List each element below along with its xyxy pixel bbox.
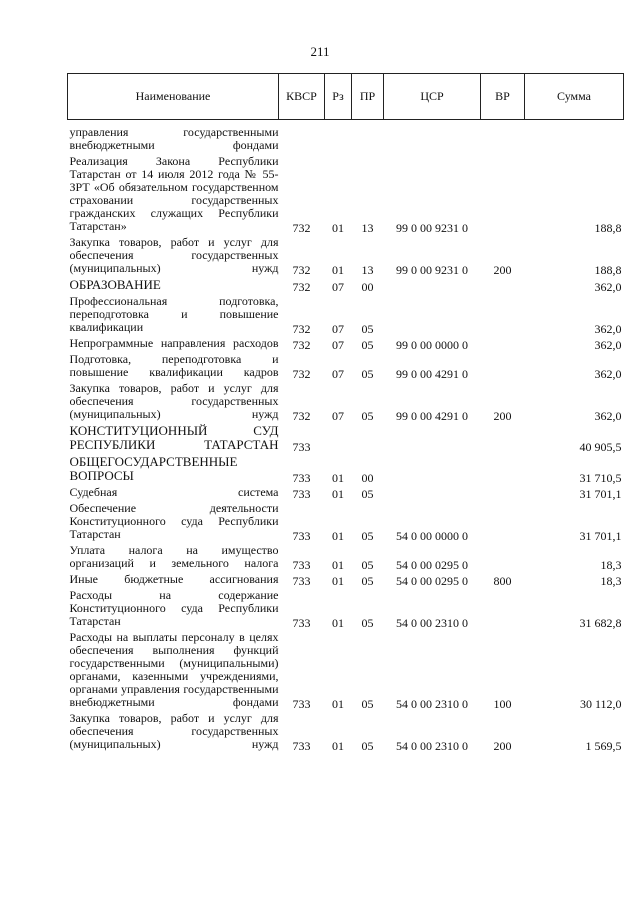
cell-vr bbox=[481, 154, 525, 235]
table-row bbox=[68, 154, 624, 235]
cell-vr: 800 bbox=[493, 574, 512, 588]
cell-vr bbox=[481, 588, 525, 630]
cell-name: Закупка товаров, работ и услуг для обеспечения государственных (муниципальных) нужд bbox=[69, 235, 279, 275]
cell-csr: 54 0 00 2310 0 bbox=[396, 616, 468, 630]
cell-vr bbox=[481, 352, 525, 381]
cell-name: Расходы на содержание Конституционного суда Республики Татарстан bbox=[69, 588, 279, 628]
header-csr: ЦСР bbox=[384, 74, 481, 120]
cell-rz: 01 bbox=[332, 529, 344, 543]
cell-pr: 05 bbox=[361, 322, 374, 336]
cell-name: Уплата налога на имущество организаций и земельного налога bbox=[69, 543, 279, 570]
cell-rz: 01 bbox=[332, 263, 344, 277]
cell-sum: 40 905,5 bbox=[579, 440, 622, 454]
cell-sum: 362,0 bbox=[594, 280, 622, 294]
cell-csr: 99 0 00 4291 0 bbox=[396, 409, 468, 423]
cell-vr: 200 bbox=[493, 739, 512, 753]
cell-vr: 200 bbox=[493, 409, 512, 423]
header-sum: Сумма bbox=[525, 74, 624, 120]
cell-pr bbox=[352, 423, 384, 454]
cell-vr bbox=[481, 125, 525, 154]
table-row bbox=[68, 336, 624, 352]
cell-vr: 100 bbox=[493, 697, 512, 711]
cell-sum: 31 701,1 bbox=[579, 487, 622, 501]
cell-kvsr: 733 bbox=[292, 739, 311, 753]
cell-pr: 05 bbox=[361, 409, 374, 423]
cell-kvsr bbox=[279, 125, 325, 154]
cell-vr bbox=[481, 454, 525, 485]
cell-sum: 31 701,1 bbox=[579, 529, 622, 543]
table-row bbox=[68, 630, 624, 711]
cell-sum: 362,0 bbox=[594, 367, 622, 381]
cell-pr: 13 bbox=[361, 221, 374, 235]
cell-vr: 200 bbox=[493, 263, 512, 277]
cell-rz: 07 bbox=[332, 409, 344, 423]
cell-sum: 30 112,0 bbox=[579, 697, 622, 711]
table-row bbox=[68, 381, 624, 423]
table-row bbox=[68, 485, 624, 501]
table-row bbox=[68, 501, 624, 543]
cell-pr: 05 bbox=[361, 616, 374, 630]
cell-name: Непрограммные направления расходов bbox=[69, 336, 279, 350]
cell-rz: 01 bbox=[332, 616, 344, 630]
cell-rz: 01 bbox=[332, 697, 344, 711]
cell-kvsr: 733 bbox=[292, 574, 311, 588]
cell-rz: 01 bbox=[332, 574, 344, 588]
cell-name: управления государственными внебюджетными фондами bbox=[69, 125, 279, 152]
cell-pr: 00 bbox=[361, 280, 374, 294]
cell-rz: 01 bbox=[332, 471, 344, 485]
cell-csr: 99 0 00 9231 0 bbox=[396, 263, 468, 277]
cell-vr bbox=[481, 485, 525, 501]
cell-rz: 01 bbox=[332, 221, 344, 235]
cell-pr: 05 bbox=[361, 529, 374, 543]
cell-name: ОБЩЕГОСУДАРСТВЕННЫЕ ВОПРОСЫ bbox=[69, 454, 238, 483]
header-kvsr: КВСР bbox=[279, 74, 325, 120]
cell-vr bbox=[481, 336, 525, 352]
cell-pr: 05 bbox=[361, 697, 374, 711]
cell-kvsr: 733 bbox=[292, 529, 311, 543]
header-vr: ВР bbox=[481, 74, 525, 120]
cell-csr: 99 0 00 0000 0 bbox=[396, 338, 468, 352]
cell-pr: 05 bbox=[361, 739, 374, 753]
cell-vr bbox=[481, 543, 525, 572]
cell-sum bbox=[525, 125, 624, 154]
cell-pr: 05 bbox=[361, 367, 374, 381]
budget-table bbox=[67, 73, 624, 753]
cell-csr: 54 0 00 2310 0 bbox=[396, 697, 468, 711]
cell-name: КОНСТИТУЦИОННЫЙ СУД РЕСПУБЛИКИ ТАТАРСТАН bbox=[69, 423, 279, 452]
cell-name: ОБРАЗОВАНИЕ bbox=[69, 277, 161, 292]
table-row bbox=[68, 125, 624, 154]
table-row bbox=[68, 352, 624, 381]
cell-name: Подготовка, переподготовка и повышение квалификации кадров bbox=[69, 352, 279, 379]
cell-sum: 31 682,8 bbox=[579, 616, 622, 630]
cell-vr bbox=[481, 277, 525, 294]
cell-pr: 05 bbox=[361, 558, 374, 572]
cell-pr: 00 bbox=[361, 471, 374, 485]
cell-pr: 05 bbox=[361, 487, 374, 501]
table-row bbox=[68, 572, 624, 588]
table-row bbox=[68, 454, 624, 485]
cell-csr: 54 0 00 0295 0 bbox=[396, 558, 468, 572]
table-row bbox=[68, 711, 624, 753]
cell-sum: 1 569,5 bbox=[585, 739, 622, 753]
cell-rz: 07 bbox=[332, 338, 344, 352]
cell-kvsr: 733 bbox=[292, 440, 311, 454]
cell-kvsr: 733 bbox=[292, 487, 311, 501]
cell-name: Судебная система bbox=[69, 485, 279, 499]
cell-kvsr: 732 bbox=[292, 409, 311, 423]
cell-sum: 362,0 bbox=[594, 322, 622, 336]
cell-name: Профессиональная подготовка, переподготовка и повышение квалификации bbox=[69, 294, 279, 334]
table-row bbox=[68, 235, 624, 277]
cell-sum: 362,0 bbox=[594, 409, 622, 423]
cell-sum: 188,8 bbox=[594, 263, 622, 277]
cell-csr: 99 0 00 4291 0 bbox=[396, 367, 468, 381]
cell-csr bbox=[384, 277, 481, 294]
cell-csr bbox=[384, 485, 481, 501]
table-row bbox=[68, 543, 624, 572]
cell-sum: 18,3 bbox=[600, 558, 622, 572]
cell-kvsr: 732 bbox=[292, 367, 311, 381]
cell-kvsr: 732 bbox=[292, 338, 311, 352]
cell-pr: 13 bbox=[361, 263, 374, 277]
cell-kvsr: 732 bbox=[292, 280, 311, 294]
cell-kvsr: 732 bbox=[292, 322, 311, 336]
cell-csr bbox=[384, 423, 481, 454]
header-pr: ПР bbox=[352, 74, 384, 120]
cell-csr: 54 0 00 2310 0 bbox=[396, 739, 468, 753]
cell-csr: 54 0 00 0000 0 bbox=[396, 529, 468, 543]
table-row bbox=[68, 294, 624, 336]
cell-name: Иные бюджетные ассигнования bbox=[69, 572, 279, 586]
cell-kvsr: 733 bbox=[292, 558, 311, 572]
cell-pr: 05 bbox=[361, 338, 374, 352]
cell-csr: 99 0 00 9231 0 bbox=[396, 221, 468, 235]
cell-name: Расходы на выплаты персоналу в целях обеспечения выполнения функций государственными (муниципальными) органами, казенными учреждениями, органами управления государственными внебюджетными фондами bbox=[69, 630, 279, 709]
cell-kvsr: 732 bbox=[292, 221, 311, 235]
cell-rz bbox=[325, 423, 352, 454]
cell-name: Закупка товаров, работ и услуг для обеспечения государственных (муниципальных) нужд bbox=[69, 381, 279, 421]
header-rz: Рз bbox=[325, 74, 352, 120]
cell-vr bbox=[481, 501, 525, 543]
table-header bbox=[68, 74, 624, 120]
cell-rz: 07 bbox=[332, 367, 344, 381]
cell-kvsr: 733 bbox=[292, 697, 311, 711]
cell-rz: 07 bbox=[332, 280, 344, 294]
cell-kvsr: 733 bbox=[292, 471, 311, 485]
cell-csr bbox=[384, 454, 481, 485]
cell-name: Закупка товаров, работ и услуг для обеспечения государственных (муниципальных) нужд bbox=[69, 711, 279, 751]
cell-rz: 01 bbox=[332, 487, 344, 501]
cell-rz: 07 bbox=[332, 322, 344, 336]
page-number: 211 bbox=[310, 44, 330, 59]
cell-rz bbox=[325, 125, 352, 154]
header-name: Наименование bbox=[68, 74, 279, 120]
cell-sum: 362,0 bbox=[594, 338, 622, 352]
cell-csr bbox=[384, 125, 481, 154]
cell-rz: 01 bbox=[332, 558, 344, 572]
cell-csr bbox=[384, 294, 481, 336]
cell-pr bbox=[352, 125, 384, 154]
table-row bbox=[68, 277, 624, 294]
cell-sum: 31 710,5 bbox=[579, 471, 622, 485]
cell-sum: 18,3 bbox=[600, 574, 622, 588]
cell-csr: 54 0 00 0295 0 bbox=[396, 574, 468, 588]
cell-kvsr: 732 bbox=[292, 263, 311, 277]
cell-name: Реализация Закона Республики Татарстан от 14 июля 2012 года № 55-ЗРТ «Об обязательном государственном страховании государственных гражданских служащих Республики Татарстан» bbox=[69, 154, 279, 233]
table-body bbox=[68, 120, 624, 754]
cell-sum: 188,8 bbox=[594, 221, 622, 235]
table-row bbox=[68, 423, 624, 454]
cell-name: Обеспечение деятельности Конституционного суда Республики Татарстан bbox=[69, 501, 279, 541]
table-row bbox=[68, 588, 624, 630]
cell-pr: 05 bbox=[361, 574, 374, 588]
cell-vr bbox=[481, 294, 525, 336]
cell-vr bbox=[481, 423, 525, 454]
cell-rz: 01 bbox=[332, 739, 344, 753]
cell-kvsr: 733 bbox=[292, 616, 311, 630]
